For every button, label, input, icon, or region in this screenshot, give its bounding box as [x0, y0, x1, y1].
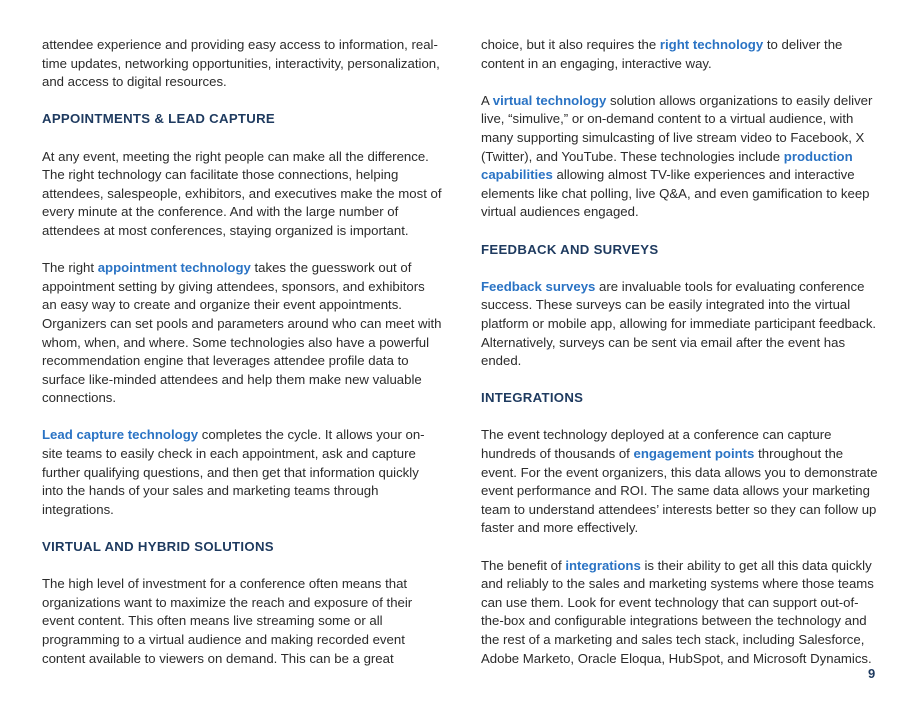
link-production-capabilities[interactable]: production capabilities	[481, 148, 853, 183]
text-span: to deliver the content in an engaging, interactive way.	[481, 37, 843, 71]
paragraph-integrations	[481, 557, 881, 669]
paragraph-right-technology	[481, 36, 881, 73]
left-column	[42, 36, 442, 687]
text-span: The event technology deployed at a conference can capture hundreds of thousands of	[481, 427, 832, 462]
link-integrations[interactable]: integrations	[565, 557, 641, 573]
page-number: 9	[868, 666, 876, 681]
heading-virtual-hybrid: VIRTUAL AND HYBRID SOLUTIONS	[42, 539, 274, 555]
link-right-technology[interactable]: right technology	[659, 37, 764, 52]
link-feedback-surveys[interactable]: Feedback surveys	[481, 278, 596, 294]
right-column	[481, 36, 881, 687]
paragraph-lead-capture	[42, 426, 442, 519]
paragraph-appointment-technology	[42, 259, 442, 408]
text-span: A	[481, 92, 493, 108]
paragraph-investment: The high level of investment for a conference often means that organizations want to maximize the reach and exposure of their event content. This often means live streaming some or all programming to a virtual audience and making recorded event content available to viewers on demand. This can be a great	[42, 576, 413, 666]
text-span: throughout the event. For the event organizers, this data allows you to demonstrate event performance and ROI. The same data allows your marketing team to understand attendees’ interests better so they can follow up faster and more effectively.	[481, 446, 878, 536]
text-span: allowing almost TV-like experiences and interactive elements like chat polling, live Q&A, and even gamification to keep virtual audiences engaged.	[481, 167, 870, 220]
text-span: The right	[42, 260, 98, 276]
text-span: takes the guesswork out of appointment setting by giving attendees, sponsors, and exhibitors an easy way to create and organize their event appointments. Organizers can set pools and parameters around who can meet with whom, when, and where. Some technologies also have a powerful recommendation engine that leverages attendee profile data to surface like-minded attendees and help them make new valuable connections.	[42, 260, 442, 406]
text-span: are invaluable tools for evaluating conference success. These surveys can be easily integrated into the virtual platform or mobile app, allowing for immediate participant feedback. Alternatively, surveys can be sent via email after the event has ended.	[481, 278, 877, 369]
link-virtual-technology[interactable]: virtual technology	[492, 92, 607, 108]
paragraph-engagement-points	[481, 426, 881, 538]
text-span: solution allows organizations to easily deliver live, “simulive,” or on-demand content to a virtual audience, with many supporting simulcasting of live stream video to Facebook, X (Twitter), and YouTube. These technologies include	[481, 92, 873, 164]
heading-integrations: INTEGRATIONS	[481, 390, 584, 406]
link-appointment-technology[interactable]: appointment technology	[97, 260, 251, 276]
text-span: choice, but it also requires the	[481, 37, 660, 52]
link-engagement-points[interactable]: engagement points	[633, 446, 755, 462]
heading-feedback-surveys: FEEDBACK AND SURVEYS	[481, 241, 659, 257]
heading-appointments-lead-capture: APPOINTMENTS & LEAD CAPTURE	[42, 111, 276, 127]
text-span: is their ability to get all this data quickly and reliably to the sales and marketing systems where those teams can use them. Look for event technology that can support out-of-the-box and configurable integrations between the technology and the rest of a marketing and sales tech stack, including Salesforce, Adobe Marketo, Oracle Eloqua, HubSpot, and Microsoft Dynamics.	[481, 557, 874, 666]
paragraph-meeting-right-people: At any event, meeting the right people can make all the difference. The right technology can facilitate those connections, helping attendees, salespeople, exhibitors, and executives make the most of every minute at the conference. And with the large number of attendees at most conferences, staying organized is important.	[42, 148, 442, 238]
paragraph-feedback-surveys	[481, 278, 881, 371]
text-span: completes the cycle. It allows your on-site teams to easily check in each appointment, ask and capture further qualifying questions, and then get that information quickly into the hands of your sales and marketing teams through integrations.	[42, 427, 425, 517]
paragraph-intro-continued: attendee experience and providing easy access to information, real-time updates, networking opportunities, interactivity, personalization, and access to digital resources.	[42, 37, 440, 90]
paragraph-virtual-technology	[481, 92, 881, 222]
link-lead-capture-technology[interactable]: Lead capture technology	[42, 427, 199, 443]
text-span: The benefit of	[481, 557, 566, 573]
